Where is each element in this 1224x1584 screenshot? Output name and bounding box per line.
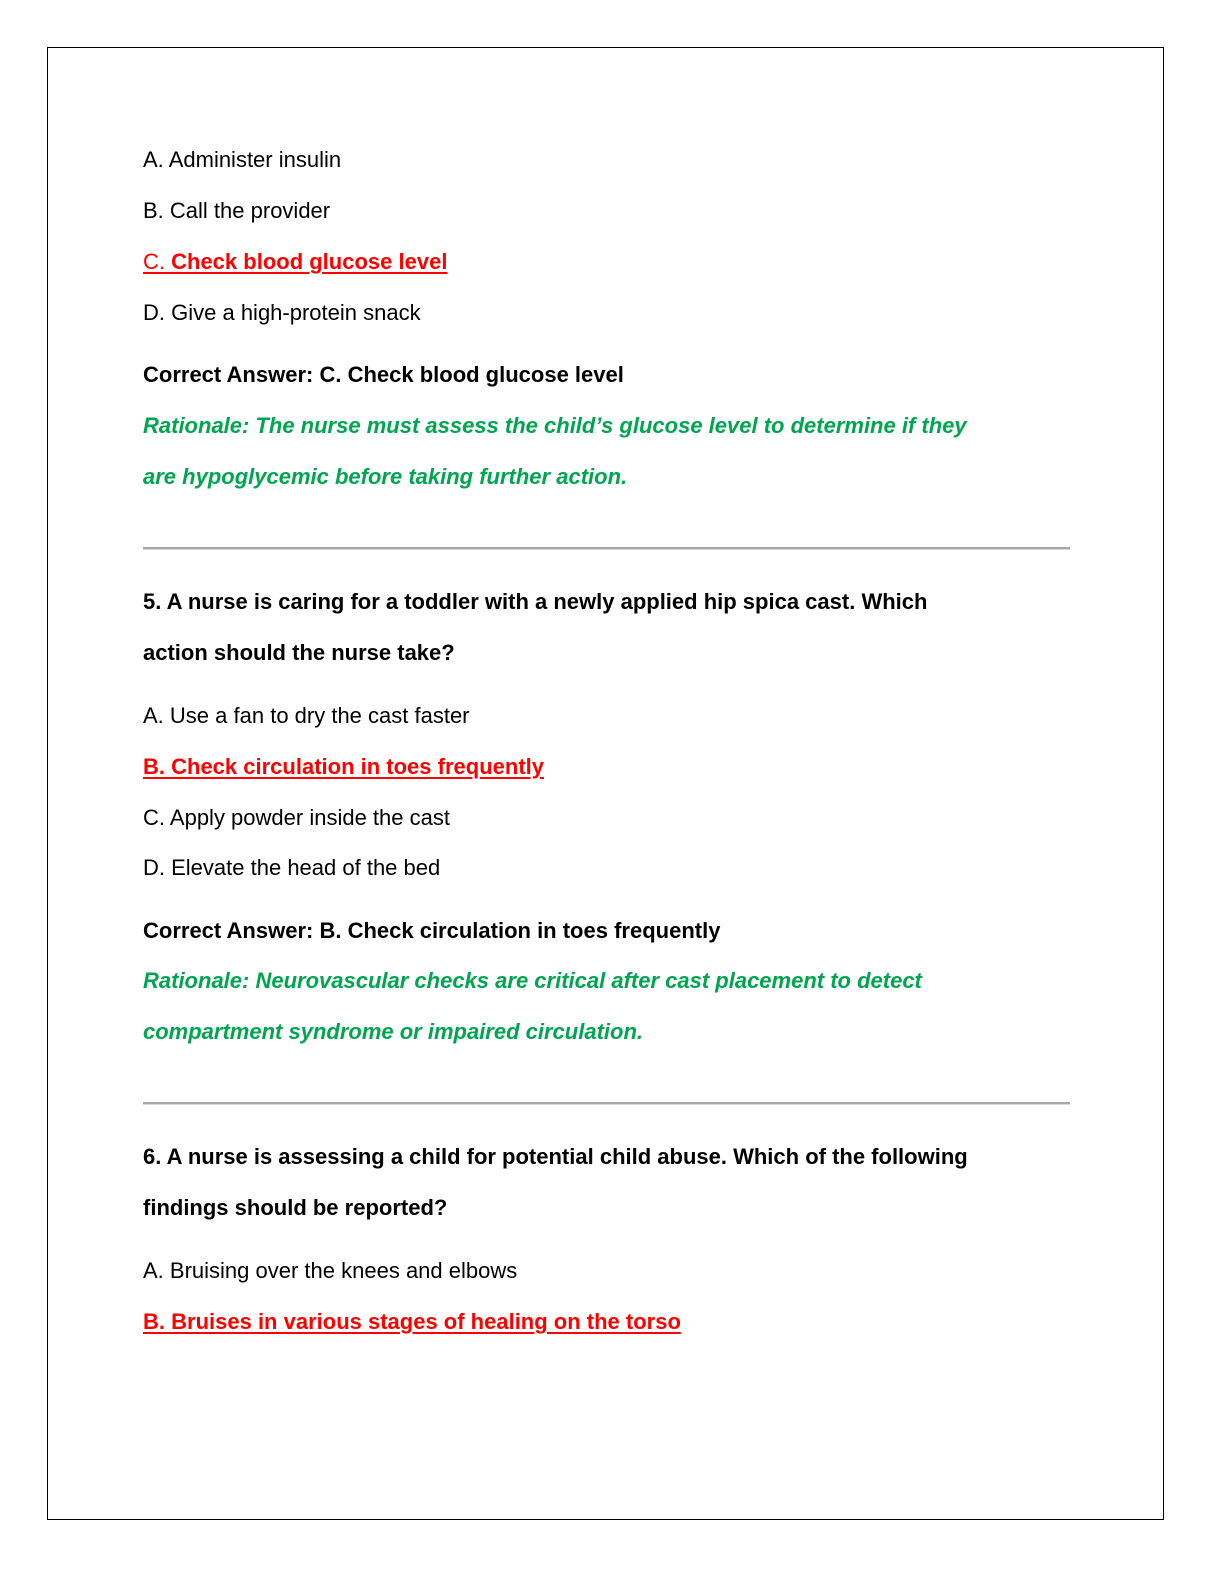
q4-rationale-line2: are hypoglycemic before taking further action.	[143, 464, 628, 489]
q5-option-d	[143, 853, 440, 883]
q5-option-b-letter: B.	[143, 754, 165, 779]
q5-question-line2: action should the nurse take?	[143, 640, 455, 665]
q5-option-c-letter: C.	[143, 805, 165, 830]
q4-option-b-text: Call the provider	[169, 198, 331, 223]
section-divider	[143, 1102, 1070, 1105]
q6-question-line1: 6. A nurse is assessing a child for potential child abuse. Which of the following	[143, 1144, 968, 1169]
q4-option-a-letter: A.	[143, 147, 164, 172]
q6-option-b-text: Bruises in various stages of healing on the torso	[171, 1309, 681, 1334]
q5-rationale-line1: Rationale: Neurovascular checks are critical after cast placement to detect	[143, 968, 922, 993]
q5-option-a-letter: A.	[143, 703, 164, 728]
q5-option-c	[143, 803, 450, 833]
q5-option-a-text: Use a fan to dry the cast faster	[169, 703, 470, 728]
q4-option-c-correct	[143, 247, 447, 277]
q5-option-b-text: Check circulation in toes frequently	[171, 754, 544, 779]
q5-correct-answer: Correct Answer: B. Check circulation in toes frequently	[143, 918, 721, 943]
q5-option-c-text: Apply powder inside the cast	[169, 805, 450, 830]
q4-option-b-letter: B.	[143, 198, 164, 223]
q6-option-a-text: Bruising over the knees and elbows	[169, 1258, 518, 1283]
q5-option-a	[143, 701, 470, 731]
q4-option-b	[143, 196, 330, 226]
q6-option-b-letter: B.	[143, 1309, 165, 1334]
q6-option-a	[143, 1256, 517, 1286]
q5-option-d-letter: D.	[143, 855, 165, 880]
q6-option-b-correct	[143, 1307, 681, 1337]
q5-option-b-correct	[143, 752, 544, 782]
q4-option-a-text: Administer insulin	[168, 147, 342, 172]
q4-option-c-letter: C.	[143, 249, 165, 274]
q4-option-a	[143, 145, 341, 175]
q4-correct-answer: Correct Answer: C. Check blood glucose level	[143, 362, 624, 387]
q4-option-d-text: Give a high-protein snack	[171, 300, 421, 325]
q6-option-a-letter: A.	[143, 1258, 164, 1283]
q4-rationale-line1: Rationale: The nurse must assess the child’s glucose level to determine if they	[143, 413, 967, 438]
q5-rationale-line2: compartment syndrome or impaired circulation.	[143, 1019, 644, 1044]
q6-question-line2: findings should be reported?	[143, 1195, 448, 1220]
q4-option-c-text: Check blood glucose level	[171, 249, 448, 274]
q4-option-d	[143, 298, 421, 328]
q5-option-d-text: Elevate the head of the bed	[171, 855, 441, 880]
q4-option-d-letter: D.	[143, 300, 165, 325]
q5-question-line1: 5. A nurse is caring for a toddler with a newly applied hip spica cast. Which	[143, 589, 928, 614]
section-divider	[143, 547, 1070, 550]
